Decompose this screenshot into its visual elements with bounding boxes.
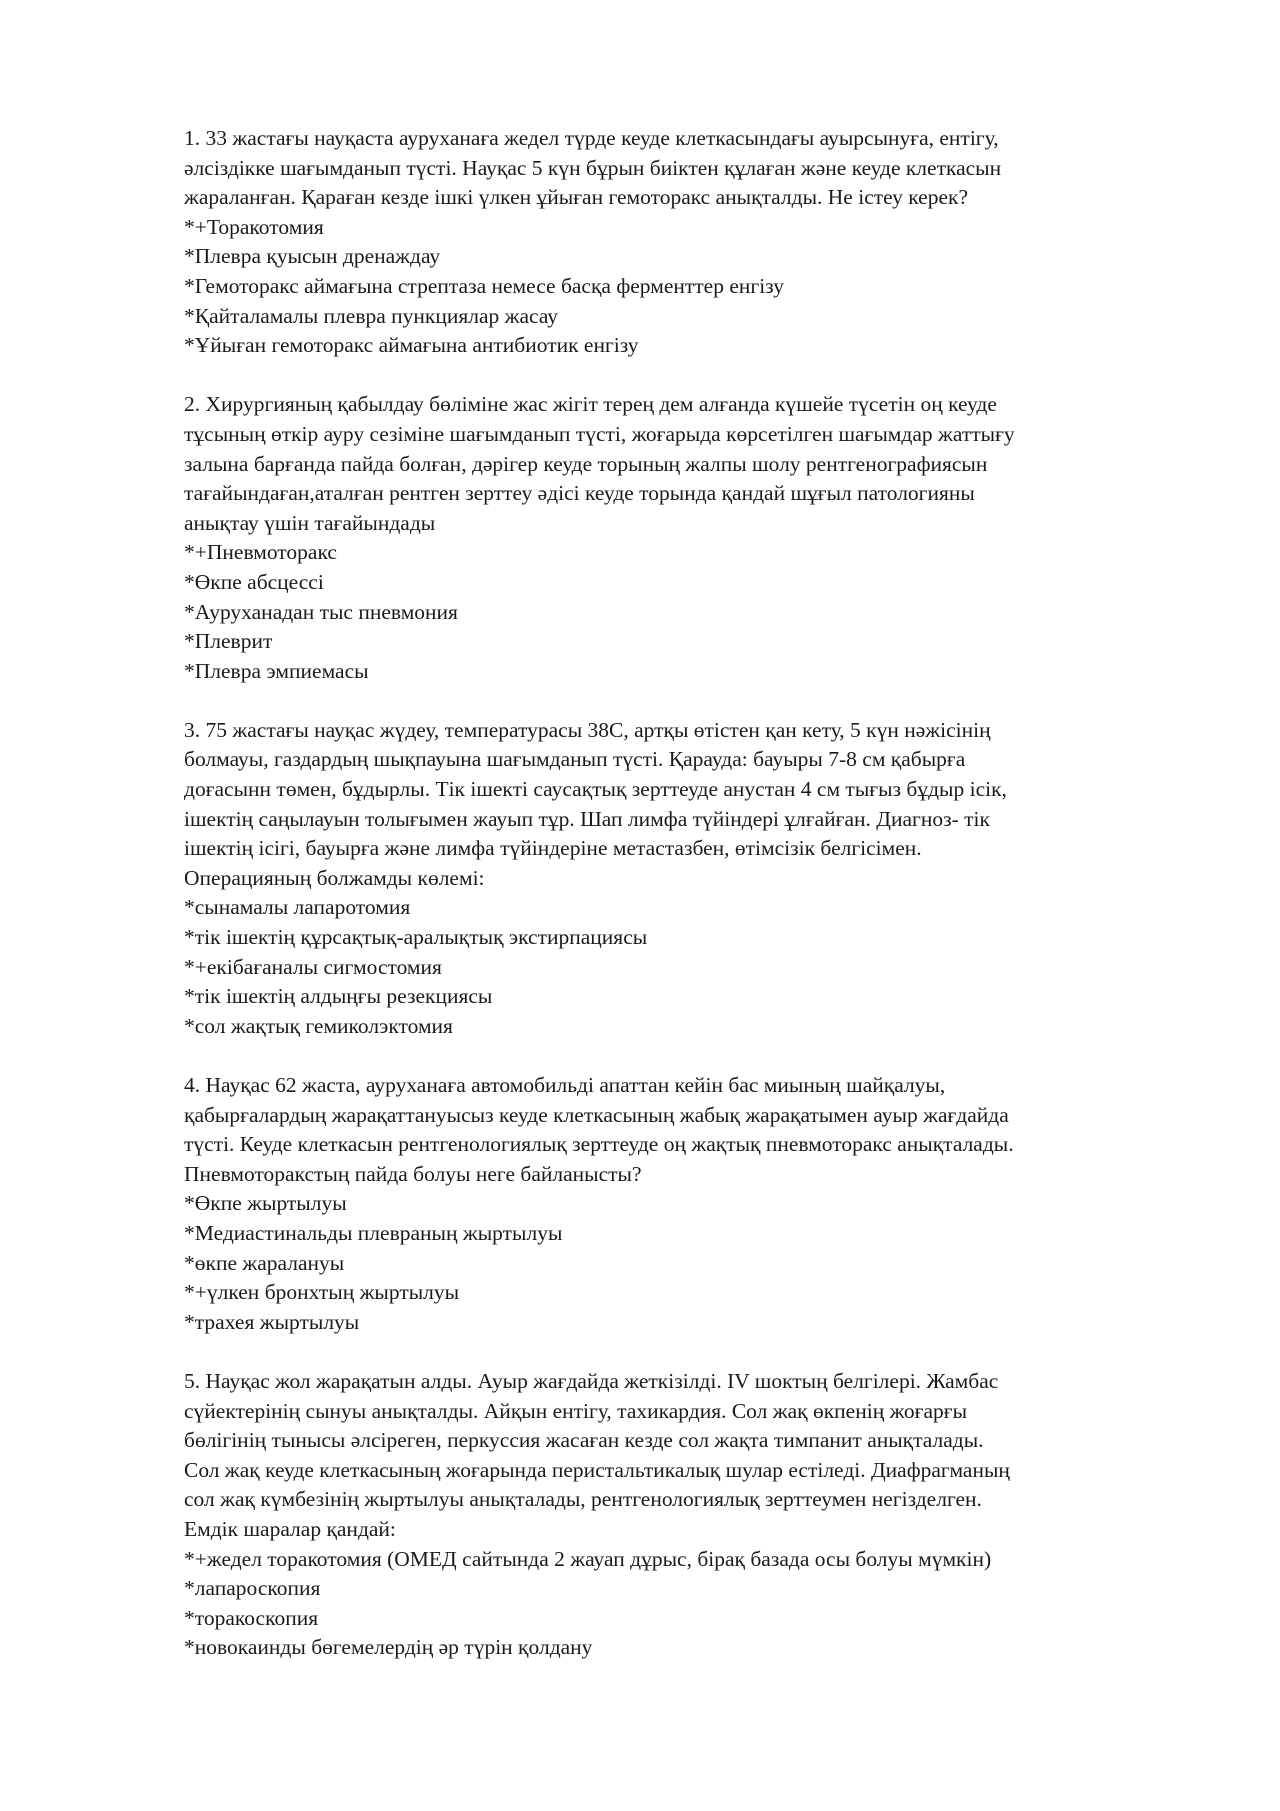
question-1 bbox=[184, 124, 1194, 361]
question-2 bbox=[184, 390, 1194, 686]
answer-option: *торакоскопия bbox=[184, 1605, 319, 1630]
answer-option: *Плевра эмпиемасы bbox=[184, 658, 369, 683]
question-stem: 2. Хирургияның қабылдау бөліміне жас жігіт терең дем алғанда күшейе түсетін оң кеуде тұсының өткір ауру сезіміне шағымданып түсті, жоғарыда көрсетілген шағымдар жаттығу залына барғанда пайда болған, дәрігер кеуде торының жалпы шолу рентгенографиясын тағайындаған,аталған рентген зерттеу әдісі кеуде торында қандай шұғыл патологияны анықтау үшін тағайындады bbox=[184, 392, 1015, 535]
answer-option: *Өкпе жыртылуы bbox=[184, 1191, 347, 1216]
answer-option: *Ауруханадан тыс пневмония bbox=[184, 599, 458, 624]
question-3 bbox=[184, 716, 1194, 1042]
answer-option: *Плеврит bbox=[184, 629, 273, 654]
answer-option: *Қайталамалы плевра пункциялар жасау bbox=[184, 303, 559, 328]
answer-option: *+жедел торакотомия (ОМЕД сайтында 2 жауап дұрыс, бірақ базада осы болуы мүмкін) bbox=[184, 1546, 992, 1571]
answer-option: *трахея жыртылуы bbox=[184, 1309, 360, 1334]
answer-option: *+Пневмоторакс bbox=[184, 540, 337, 565]
document-body bbox=[184, 124, 1194, 1692]
question-stem: 1. 33 жастағы науқаста ауруханаға жедел түрде кеуде клеткасындағы ауырсынуға, ентігу, әлсіздікке шағымданып түсті. Науқас 5 күн бұрын биіктен құлаған және кеуде клеткасын жараланған. Қараған кезде ішкі үлкен ұйыған гемоторакс анықталды. Не істеу керек? bbox=[184, 126, 1002, 210]
answer-option: *Медиастинальды плевраның жыртылуы bbox=[184, 1220, 563, 1245]
answer-option: *сол жақтық гемиколэктомия bbox=[184, 1013, 453, 1038]
answer-option: *+екібағаналы сигмостомия bbox=[184, 954, 442, 979]
answer-option: *лапароскопия bbox=[184, 1576, 321, 1601]
question-stem: 4. Науқас 62 жаста, ауруханаға автомобильді апаттан кейін бас миының шайқалуы, қабырғалардың жарақаттануысыз кеуде клеткасының жабық жарақатымен ауыр жағдайда түсті. Кеуде клеткасын рентгенологиялық зерттеуде оң жақтық пневмоторакс анықталады. Пневмоторакстың пайда болуы неге байланысты? bbox=[184, 1073, 1014, 1186]
answer-option: *сынамалы лапаротомия bbox=[184, 895, 411, 920]
question-stem: 5. Науқас жол жарақатын алды. Ауыр жағдайда жеткізілді. IV шоктың белгілері. Жамбас сүйектерінің сынуы анықталды. Айқын ентігу, тахикардия. Сол жақ өкпенің жоғарғы бөлігінің тынысы әлсіреген, перкуссия жасаған кезде сол жақта тимпанит анықталады. Сол жақ кеуде клеткасының жоғарында перистальтикалық шулар естіледі. Диафрагманың сол жақ күмбезінің жыртылуы анықталады, рентгенологиялық зерттеумен негізделген. Емдік шаралар қандай: bbox=[184, 1368, 1010, 1541]
answer-option: *өкпе жаралануы bbox=[184, 1250, 345, 1275]
answer-option: *Гемоторакс аймағына стрептаза немесе басқа ферменттер енгізу bbox=[184, 273, 784, 298]
answer-option: *+үлкен бронхтың жыртылуы bbox=[184, 1280, 460, 1305]
question-5 bbox=[184, 1367, 1194, 1663]
answer-option: *тік ішектің алдыңғы резекциясы bbox=[184, 984, 493, 1009]
question-stem: 3. 75 жастағы науқас жүдеу, температурасы 38С, артқы өтістен қан кету, 5 күн нәжісінің болмауы, газдардың шықпауына шағымданып түсті. Қарауда: бауыры 7-8 см қабырға доғасынн төмен, бұдырлы. Тік ішекті саусақтық зерттеуде анустан 4 см тығыз бұдыр ісік, ішектің саңылауын толығымен жауып тұр. Шап лимфа түйіндері ұлғайған. Диагноз- тік ішектің ісігі, бауырға және лимфа түйіндеріне метастазбен, өтімсізік белгісімен. Операцияның болжамды көлемі: bbox=[184, 717, 1007, 890]
question-4 bbox=[184, 1071, 1194, 1337]
answer-option: *Өкпе абсцессі bbox=[184, 569, 324, 594]
answer-option: *тік ішектің құрсақтық-аралықтық экстирпациясы bbox=[184, 925, 648, 950]
answer-option: *+Торакотомия bbox=[184, 214, 324, 239]
answer-option: *Ұйыған гемоторакс аймағына антибиотик енгізу bbox=[184, 333, 639, 358]
answer-option: *Плевра қуысын дренаждау bbox=[184, 244, 441, 269]
answer-option: *новокаинды бөгемелердің әр түрін қолдану bbox=[184, 1635, 593, 1660]
